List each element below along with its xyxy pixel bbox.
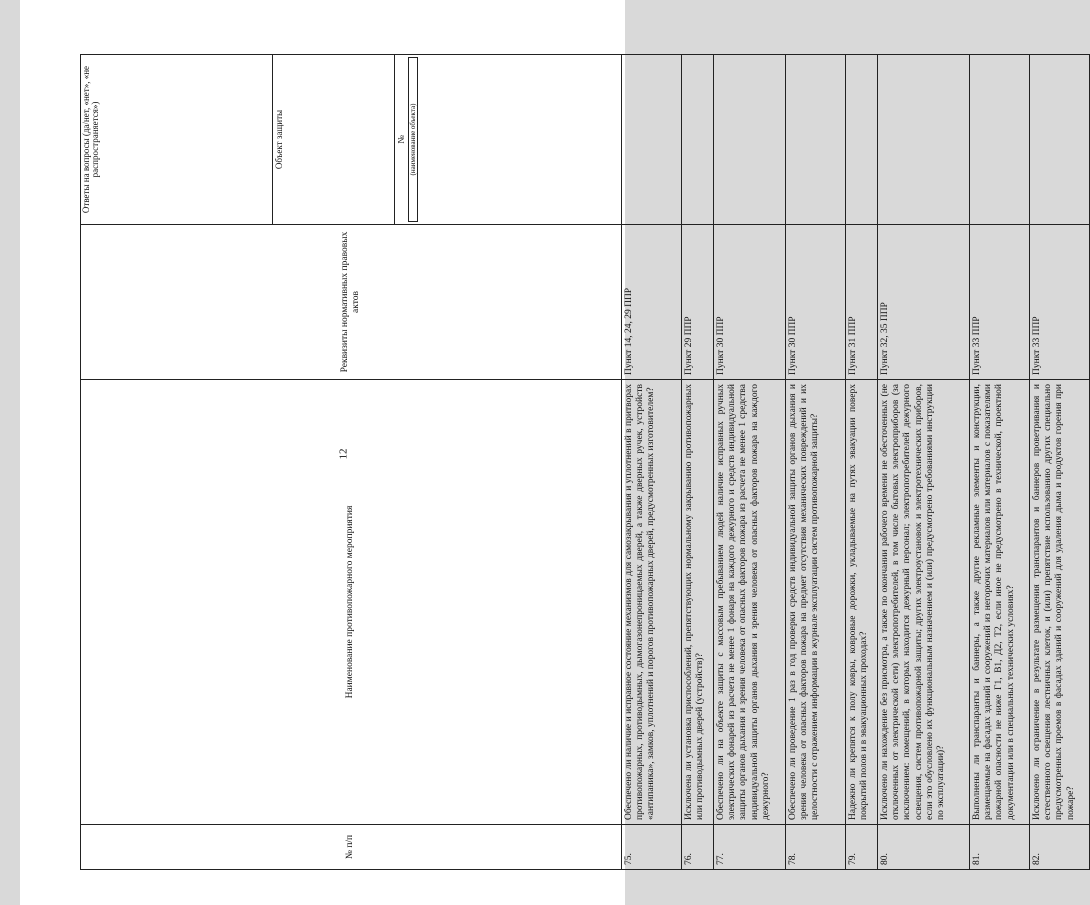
checklist-table-container — [80, 55, 1076, 870]
row-measure: Обеспечено ли на объекте защиты с массовым пребыванием людей наличие исправных ручных электрических фонарей из расчета не менее 1 фонаря на каждого дежурного и средств индивидуальной защиты органов дыхания и зрения человека от опасных факторов пожара из расчета не менее 1 средства индивидуальной защиты органов дыхания и зрения человека от опасных факторов пожара на каждого дежурного? — [714, 380, 786, 825]
row-answer — [846, 55, 878, 225]
header-answers — [81, 55, 622, 225]
row-number: 81. — [970, 825, 1030, 870]
row-act: Пункт 30 ППР — [714, 225, 786, 380]
table-row — [970, 55, 1030, 870]
row-measure: Выполнены ли транспаранты и баннеры, а также другие рекламные элементы и конструкции, размещаемые на фасадах зданий и сооружений из негорючих материалов или материалов с показателями пожарной опасности не ниже Г1, В1, Д2, Т2, если иное не предусмотрено в технической, проектной документации или в специальных технических условиях? — [970, 380, 1030, 825]
header-name: Наименование противопожарного мероприятия — [81, 380, 622, 825]
object-name-label: (наименование объекта) — [408, 57, 418, 222]
table-row — [682, 55, 714, 870]
row-number: 79. — [846, 825, 878, 870]
row-answer — [1030, 55, 1090, 225]
row-number: 76. — [682, 825, 714, 870]
row-number: 75. — [622, 825, 682, 870]
row-answer — [970, 55, 1030, 225]
table-row — [1030, 55, 1090, 870]
page-number: 12 — [337, 448, 350, 460]
row-act: Пункт 29 ППР — [682, 225, 714, 380]
row-measure: Надежно ли крепятся к полу ковры, ковровые дорожки, укладываемые на путях эвакуации поверх покрытий полов и в эвакуационных проходах? — [846, 380, 878, 825]
row-number: 80. — [878, 825, 970, 870]
table-row — [786, 55, 846, 870]
row-number: 77. — [714, 825, 786, 870]
table-header-row — [81, 55, 622, 870]
row-number: 78. — [786, 825, 846, 870]
table-row — [846, 55, 878, 870]
row-measure: Исключено ли нахождение без присмотра, а также по окончании рабочего времени не обесточенных (не отключенных от электрической сети) электропотребителей, в том числе бытовых электроприборов (за исключением: помещений, в которых находится дежурный персонал; электропотребителей дежурного освещения, систем противопожарной защиты; других электроустановок и электротехнических приборов, если это обусловлено их функциональным назначением и (или) предусмотрено требованиями инструкции по эксплуатации)? — [878, 380, 970, 825]
answers-subheader — [81, 55, 621, 224]
table-row — [878, 55, 970, 870]
object-num-label: № — [395, 135, 406, 144]
row-number: 82. — [1030, 825, 1090, 870]
table-row — [622, 55, 682, 870]
row-answer — [622, 55, 682, 225]
document-page — [20, 0, 1076, 905]
row-answer — [878, 55, 970, 225]
row-act: Пункт 30 ППР — [786, 225, 846, 380]
row-answer — [682, 55, 714, 225]
table-row — [714, 55, 786, 870]
row-act: Пункт 14, 24, 29 ППР — [622, 225, 682, 380]
row-act: Пункт 31 ППР — [846, 225, 878, 380]
row-answer — [714, 55, 786, 225]
answers-label: Ответы на вопросы (да/нет, «нет», «не распространяется») — [81, 55, 272, 224]
header-num: № п/п — [81, 825, 622, 870]
row-measure: Обеспечено ли наличие и исправное состояние механизмов для самозакрывания и уплотнений в притворах противопожарных, противодымных, дымогазонепроницаемых дверей, а также дверных ручек, устройств «антипаника», замков, уплотнений и порогов противопожарных дверей, предусмотренных изготовителем? — [622, 380, 682, 825]
row-act: Пункт 33 ППР — [1030, 225, 1090, 380]
header-acts: Реквизиты нормативных правовых актов — [81, 225, 622, 380]
checklist-table — [80, 54, 1090, 870]
row-measure: Исключена ли установка приспособлений, препятствующих нормальному закрыванию противопожарных или противодымных дверей (устройств)? — [682, 380, 714, 825]
row-answer — [786, 55, 846, 225]
row-measure: Исключено ли ограничение в результате размещения транспарантов и баннеров проветривания и естественного освещения лестничных клеток, и (или) препятствие использованию других специально предусмотренных проемов в фасадах зданий и сооружений для удаления дыма и продуктов горения при пожаре? — [1030, 380, 1090, 825]
row-measure: Обеспечено ли проведение 1 раз в год проверки средств индивидуальной защиты органов дыхания и зрения человека от опасных факторов пожара на предмет отсутствия механических повреждений и их целостности с отражением информации в журнале эксплуатации систем противопожарной защиты? — [786, 380, 846, 825]
row-act: Пункт 32, 35 ППР — [878, 225, 970, 380]
object-label: Объект защиты — [273, 109, 284, 170]
row-act: Пункт 33 ППР — [970, 225, 1030, 380]
